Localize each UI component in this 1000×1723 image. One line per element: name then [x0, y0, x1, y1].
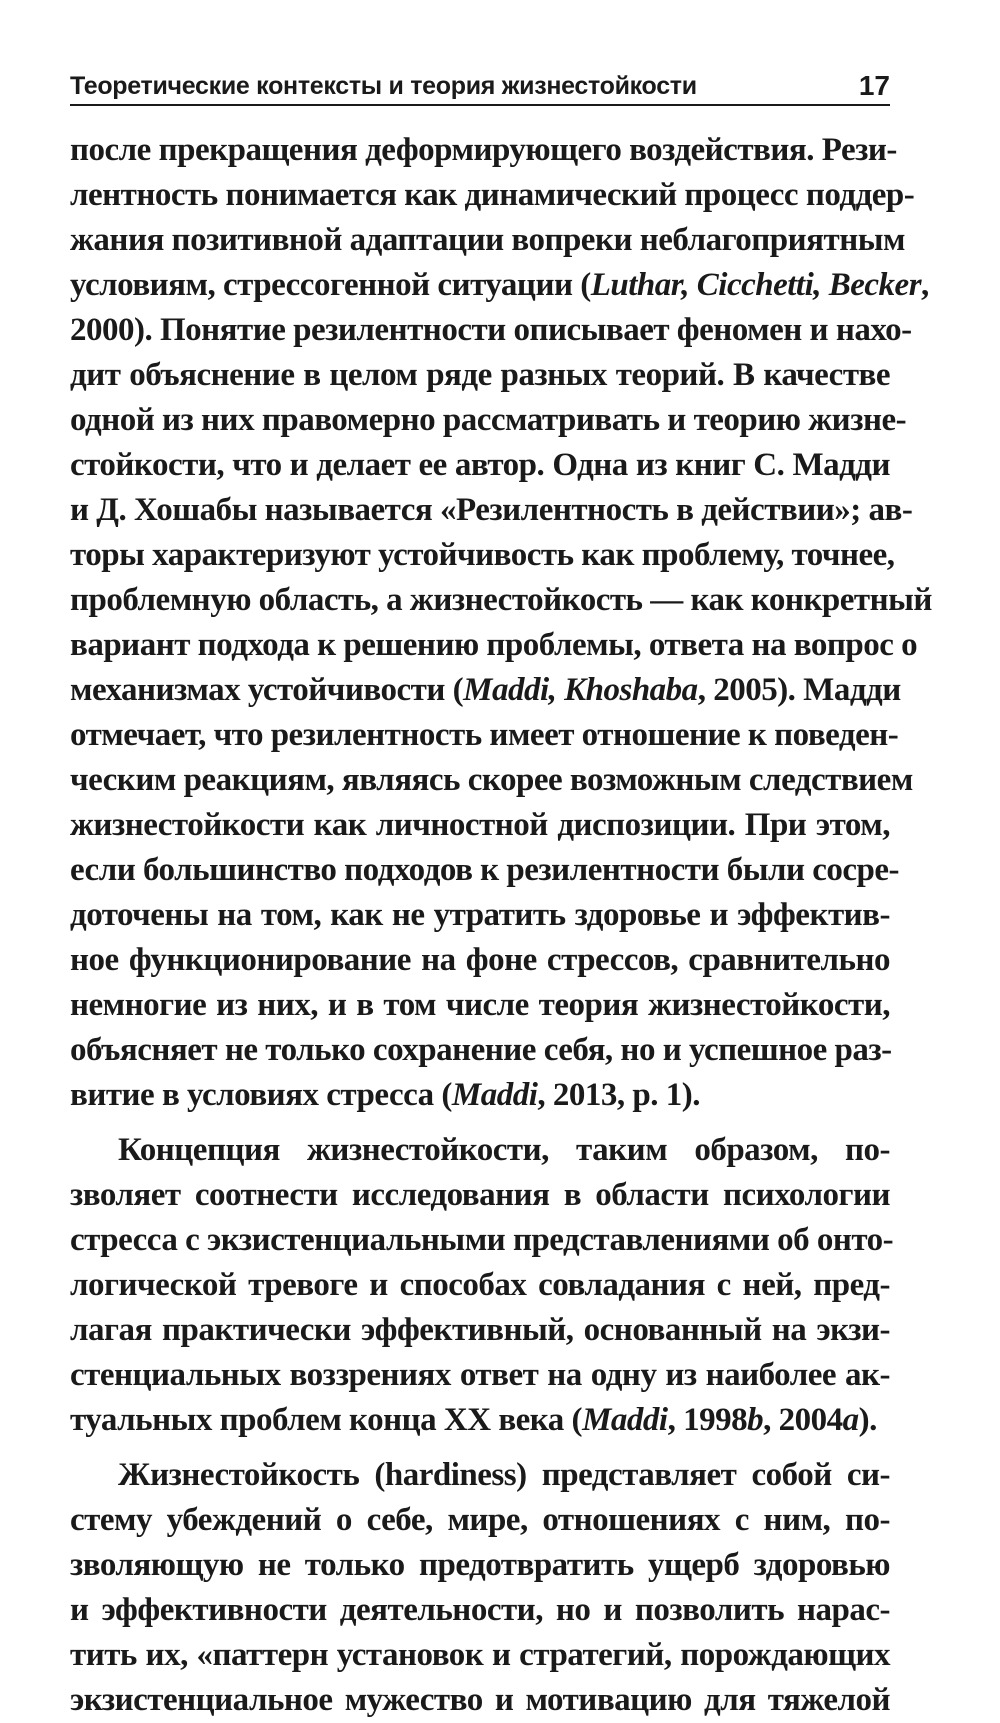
text-line: [70, 1398, 890, 1443]
text-line: проблемную область, а жизнестойкость — как конкретный: [70, 582, 932, 618]
citation-authors: Maddi: [582, 1402, 668, 1438]
citation-authors: Maddi, Khoshaba: [463, 672, 698, 708]
page-number: 17: [858, 70, 890, 101]
text-span: ).: [858, 1402, 877, 1438]
text-span: механизмах устойчивости (: [70, 672, 464, 708]
text-line: вариант подхода к решению проблемы, ответа на вопрос о: [70, 627, 918, 663]
text-line: стресса с экзистенциальными представлениями об онто-: [70, 1222, 894, 1258]
text-line: если большинство подходов к резилентности были сосре-: [70, 852, 900, 888]
text-line: тить их, «паттерн установок и стратегий, порождающих: [70, 1637, 890, 1673]
text-line: жания позитивной адаптации вопреки неблагоприятным: [70, 222, 905, 258]
text-line: немногие из них, и в том числе теория жизнестойкости,: [70, 987, 890, 1023]
running-title: Теоретические контексты и теория жизнестойкости: [70, 72, 697, 100]
text-line: зволяет соотнести исследования в области психологии: [70, 1177, 890, 1213]
term-hardiness: Жизнестойкость: [118, 1457, 360, 1493]
text-span: туальных проблем конца XX века (: [70, 1402, 583, 1438]
citation-suffix: b: [747, 1402, 764, 1438]
text-span: , 1998: [667, 1402, 748, 1438]
text-line: 2000). Понятие резилентности описывает феномен и нахо-: [70, 312, 912, 348]
text-line: дит объяснение в целом ряде разных теорий. В качестве: [70, 357, 890, 393]
text-line: объясняет не только сохранение себя, но и успешное раз-: [70, 1032, 892, 1068]
text-line: ческим реакциям, являясь скорее возможным следствием: [70, 762, 913, 798]
citation-authors: Luthar, Cicchetti, Becker: [590, 267, 922, 303]
text-line: [70, 1453, 890, 1498]
text-line: [70, 1073, 890, 1118]
text-span: условиям, стрессогенной ситуации (: [70, 267, 591, 303]
text-line: стойкости, что и делает ее автор. Одна из книг С. Мадди: [70, 447, 890, 483]
text-line: лентность понимается как динамический процесс поддер-: [70, 177, 915, 213]
text-line: ное функционирование на фоне стрессов, сравнительно: [70, 942, 890, 978]
text-line: стему убеждений о себе, мире, отношениях с ним, по-: [70, 1502, 890, 1538]
text-line: одной из них правомерно рассматривать и теорию жизне-: [70, 402, 907, 438]
text-span: витие в условиях стресса (: [70, 1077, 452, 1113]
text-line: Концепция жизнестойкости, таким образом, по-: [118, 1132, 890, 1168]
text-line: зволяющую не только предотвратить ущерб здоровью: [70, 1547, 890, 1583]
text-span: , 2005). Мадди: [697, 672, 901, 708]
text-line: после прекращения деформирующего воздействия. Рези-: [70, 132, 897, 168]
text-span: , 2013, p. 1).: [537, 1077, 700, 1113]
text-span: , 2004: [763, 1402, 843, 1438]
text-line: экзистенциальное мужество и мотивацию для тяжелой: [70, 1682, 890, 1718]
body-text: [70, 128, 932, 1723]
paragraph-gap: [70, 1118, 890, 1128]
text-line: стенциальных воззрениях ответ на одну из наиболее ак-: [70, 1357, 890, 1393]
text-span: ,: [921, 267, 929, 303]
book-page: [70, 60, 932, 1723]
text-span: (hardiness) представляет собой си-: [359, 1457, 890, 1493]
paragraph-gap: [70, 1443, 890, 1453]
citation-authors: Maddi: [451, 1077, 538, 1113]
text-line: [70, 263, 929, 308]
text-line: доточены на том, как не утратить здоровье и эффектив-: [70, 897, 890, 933]
citation-suffix: a: [842, 1402, 859, 1438]
text-line: и Д. Хошабы называется «Резилентность в действии»; ав-: [70, 492, 913, 528]
text-line: [70, 668, 901, 713]
text-line: отмечает, что резилентность имеет отношение к поведен-: [70, 717, 899, 753]
text-line: жизнестойкости как личностной диспозиции. При этом,: [70, 807, 890, 843]
text-line: логической тревоге и способах совладания с ней, пред-: [70, 1267, 890, 1303]
text-line: лагая практически эффективный, основанный на экзи-: [70, 1312, 890, 1348]
text-line: торы характеризуют устойчивость как проблему, точнее,: [70, 537, 895, 573]
text-line: и эффективности деятельности, но и позволить нарас-: [70, 1592, 890, 1628]
running-head: [70, 60, 890, 106]
